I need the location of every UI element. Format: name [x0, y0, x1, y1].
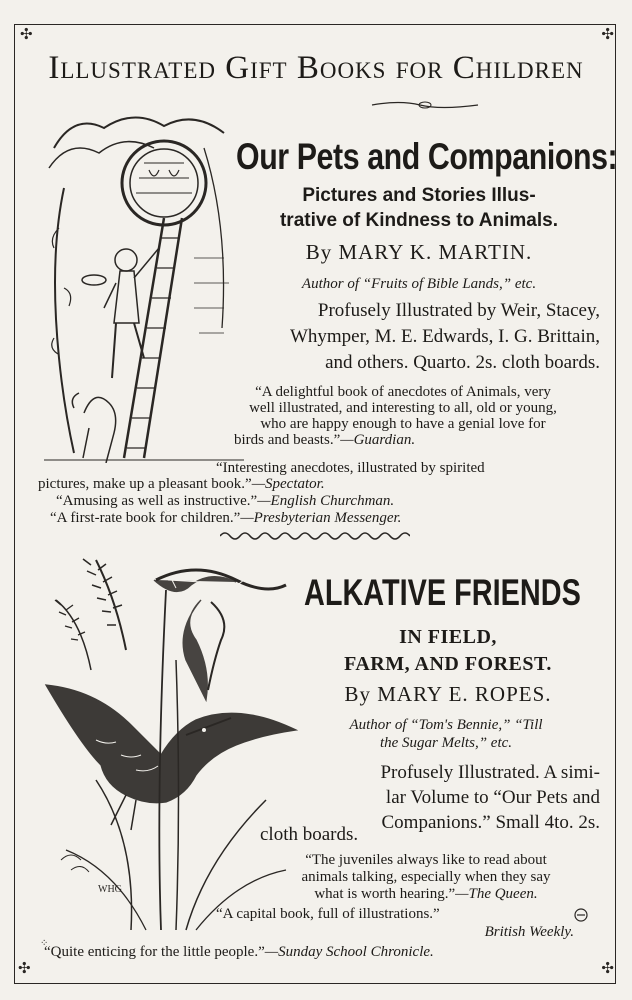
review-source: —Spectator. — [251, 476, 325, 492]
ornament-dots-icon: ⁘ — [40, 938, 49, 949]
divider-ornament-icon — [370, 98, 480, 112]
book1-description-line: Profusely Illustrated by Weir, Stacey, — [317, 300, 600, 321]
review-source: —Presbyterian Messenger. — [240, 510, 402, 526]
previous-work-line: Author of “Tom's Bennie,” “Till — [349, 717, 543, 733]
book2-subtitle-line: IN FIELD, — [399, 626, 497, 648]
review-line: who are happy enough to have a genial love for — [260, 416, 546, 432]
book1-review-churchman — [56, 493, 394, 509]
book1-description-line: Whymper, M. E. Edwards, I. G. Brittain, — [289, 326, 600, 347]
review-text: “Quite enticing for the little people.” — [44, 944, 265, 960]
corner-ornament-icon: ✣ — [601, 27, 614, 43]
previous-work-line: the Sugar Melts,” etc. — [379, 735, 513, 751]
page-title: Illustrated Gift Books for Children — [48, 50, 584, 86]
corner-ornament-icon: ✣ — [20, 27, 33, 43]
review-line: animals talking, especially when they say — [301, 869, 551, 885]
review-text: “Amusing as well as instructive.” — [56, 493, 258, 509]
review-line — [206, 432, 600, 448]
book2-review-queen — [252, 852, 600, 903]
book2-subtitle-line: FARM, AND FOREST. — [344, 653, 552, 675]
review-text: birds and beasts.” — [234, 432, 341, 448]
book1-review-spectator-cont — [38, 476, 325, 492]
book2-title: ALKATIVE FRIENDS — [304, 572, 581, 613]
book2-subtitle — [296, 624, 600, 678]
review-line — [252, 886, 600, 903]
book1-title: Our Pets and Companions: — [236, 136, 618, 177]
book1-description-line: and others. Quarto. 2s. cloth boards. — [325, 352, 600, 373]
book1-subtitle-line: trative of Kindness to Animals. — [279, 210, 558, 231]
review-text: pictures, make up a pleasant book.” — [38, 476, 252, 492]
book2-description-line: lar Volume to “Our Pets and — [385, 787, 600, 808]
book2-review-sunday-school — [44, 944, 434, 960]
corner-ornament-icon: ✣ — [601, 961, 614, 977]
book1-subtitle-line: Pictures and Stories Illus- — [302, 185, 536, 206]
review-text: “A first-rate book for children.” — [50, 510, 241, 526]
book2-review-british-weekly-source: British Weekly. — [484, 924, 574, 940]
book2-description-line: Companions.” Small 4to. 2s. — [381, 812, 600, 833]
book2-description — [320, 760, 600, 835]
book2-review-british-weekly: “A capital book, full of illustrations.” — [216, 906, 440, 922]
seal-icon — [574, 908, 588, 922]
book1-description — [206, 298, 600, 376]
review-source: —The Queen. — [455, 886, 538, 902]
book2-description-line: cloth boards. — [260, 824, 359, 845]
review-source: —Guardian. — [340, 432, 416, 448]
book1-review-spectator: “Interesting anecdotes, illustrated by spirited — [216, 460, 485, 476]
illustrator-signature: WHG — [98, 884, 122, 895]
book1-subtitle — [238, 183, 600, 233]
review-source: —Sunday School Chronicle. — [264, 944, 434, 960]
book1-review-presbyterian — [50, 510, 401, 526]
corner-ornament-icon: ✣ — [18, 961, 31, 977]
review-line: well illustrated, and interesting to all, old or young, — [249, 400, 557, 416]
book1-previous-work: Author of “Fruits of Bible Lands,” etc. — [301, 276, 537, 292]
book1-review-guardian — [206, 384, 600, 448]
review-source: —English Churchman. — [257, 493, 395, 509]
review-line: “A delightful book of anecdotes of Animals, very — [255, 384, 551, 400]
review-line: “The juveniles always like to read about — [305, 852, 547, 868]
book2-author: By MARY E. ROPES. — [344, 682, 552, 706]
book1-author: By MARY K. MARTIN. — [305, 240, 533, 264]
book2-previous-work — [296, 716, 596, 752]
book2-description-line: Profusely Illustrated. A simi- — [380, 762, 600, 783]
review-text: what is worth hearing.” — [314, 886, 456, 902]
